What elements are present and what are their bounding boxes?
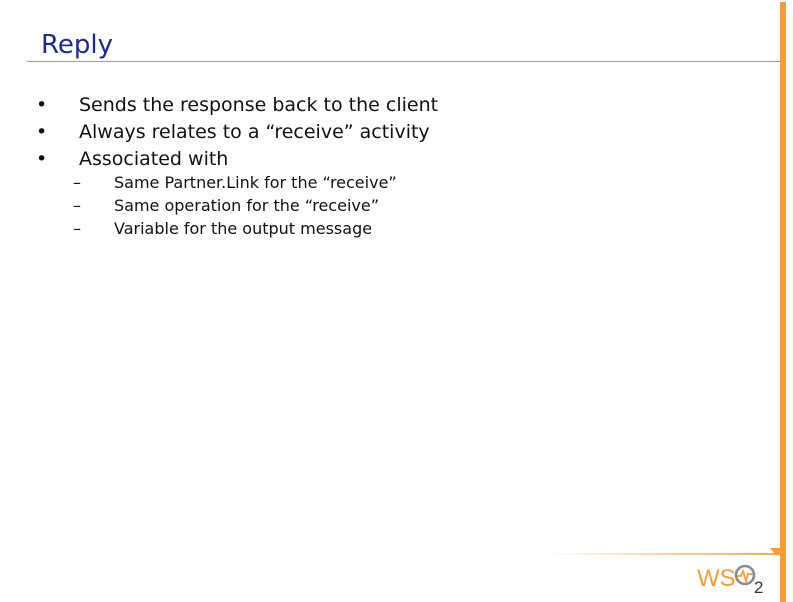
bullet-text: Sends the response back to the client xyxy=(79,94,439,116)
title-divider xyxy=(27,61,781,62)
accent-side-bar xyxy=(780,2,786,602)
sub-bullet-text: Same Partner.Link for the “receive” xyxy=(114,173,397,192)
sub-bullet-text: Same operation for the “receive” xyxy=(114,196,379,215)
footer-accent-line xyxy=(545,553,783,555)
sub-bullet-marker: – xyxy=(73,219,81,238)
sub-bullet-text: Variable for the output message xyxy=(114,219,373,238)
svg-text:2: 2 xyxy=(754,578,764,594)
bullet-marker: • xyxy=(36,121,48,143)
sub-bullet-marker: – xyxy=(73,196,81,215)
svg-text:WS: WS xyxy=(697,565,736,592)
bullet-marker: • xyxy=(36,148,48,170)
bullet-text: Always relates to a “receive” activity xyxy=(79,121,430,143)
slide-title: Reply xyxy=(41,30,114,60)
bullet-marker: • xyxy=(36,94,48,116)
footer-accent-marker xyxy=(770,548,784,556)
wso2-logo-icon xyxy=(697,560,769,594)
sub-bullet-marker: – xyxy=(73,173,81,192)
bullet-text: Associated with xyxy=(79,148,229,170)
